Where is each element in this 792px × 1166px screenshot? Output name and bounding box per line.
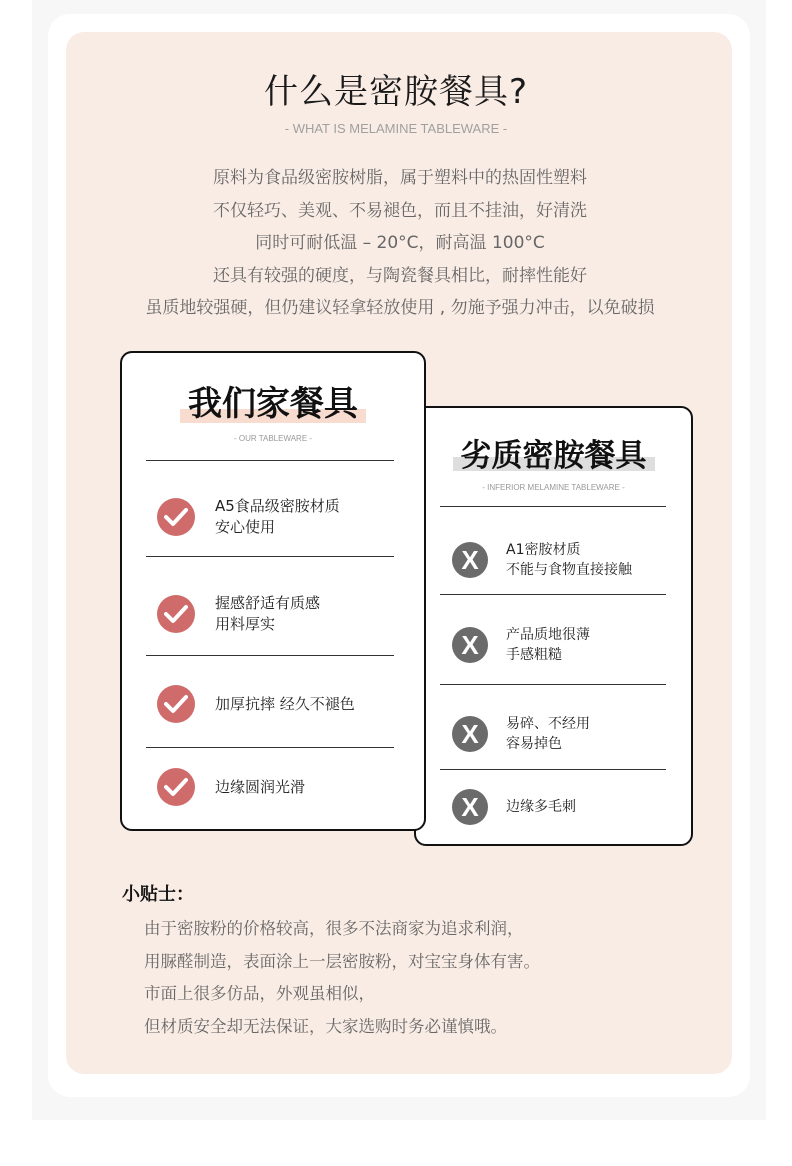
intro-paragraph xyxy=(0,162,792,325)
inferior-tableware-card xyxy=(414,406,693,846)
item-text-line: A1密胺材质 xyxy=(506,542,581,558)
item-text-line: 容易掉色 xyxy=(506,736,562,752)
item-text-line: 不能与食物直接接触 xyxy=(506,562,632,578)
inferior-card-title-text: 劣质密胺餐具 xyxy=(460,438,647,474)
our-tableware-card xyxy=(120,351,426,831)
inferior-item xyxy=(452,540,632,580)
our-card-title-text: 我们家餐具 xyxy=(188,384,358,424)
item-text-line: 易碎、不经用 xyxy=(506,716,590,732)
our-item xyxy=(157,496,340,538)
item-text-line: 握感舒适有质感 xyxy=(215,594,321,612)
page-subtitle: - WHAT IS MELAMINE TABLEWARE - xyxy=(284,121,508,136)
divider xyxy=(440,506,666,507)
intro-line: 不仅轻巧、美观、不易褪色，而且不挂油，好清洗 xyxy=(213,200,587,221)
check-icon xyxy=(157,685,195,723)
item-text-line: 边缘圆润光滑 xyxy=(215,777,306,796)
divider xyxy=(440,594,666,595)
divider xyxy=(146,460,394,461)
divider xyxy=(440,684,666,685)
x-icon: X xyxy=(452,789,488,825)
tips-line: 由于密胺粉的价格较高，很多不法商家为追求利润， xyxy=(144,919,524,938)
item-text-line: 加厚抗摔 经久不褪色 xyxy=(215,694,355,713)
item-text-line: 用料厚实 xyxy=(215,615,276,633)
our-card-title xyxy=(180,376,366,425)
page-title: 什么是密胺餐具? xyxy=(263,72,529,112)
x-icon: X xyxy=(452,627,488,663)
divider xyxy=(440,769,666,770)
our-item xyxy=(157,593,320,635)
item-text-line: A5食品级密胺材质 xyxy=(215,497,340,515)
inferior-item xyxy=(452,789,576,825)
item-text-line: 手感粗糙 xyxy=(506,647,562,663)
item-text-line: 边缘多毛刺 xyxy=(506,799,576,815)
our-card-subtitle: - OUR TABLEWARE - xyxy=(233,434,313,443)
item-text-line: 安心使用 xyxy=(215,518,276,536)
intro-line: 原料为食品级密胺树脂，属于塑料中的热固性塑料 xyxy=(213,168,587,188)
divider xyxy=(146,747,394,748)
divider xyxy=(146,655,394,656)
x-icon: X xyxy=(452,716,488,752)
divider xyxy=(146,556,394,557)
x-icon: X xyxy=(452,542,488,578)
intro-line: 还具有较强的硬度，与陶瓷餐具相比，耐摔性能好 xyxy=(213,265,587,286)
intro-line: 同时可耐低温 – 20°C，耐高温 100°C xyxy=(255,233,545,253)
tips-label: 小贴士： xyxy=(122,884,194,905)
tips-line: 用脲醛制造，表面涂上一层密胺粉，对宝宝身体有害。 xyxy=(144,951,540,971)
our-item xyxy=(157,685,355,723)
inferior-item xyxy=(452,714,590,754)
check-icon xyxy=(157,595,195,633)
tips-line: 市面上很多仿品，外观虽相似， xyxy=(144,984,375,1003)
inferior-card-title xyxy=(453,430,655,475)
check-icon xyxy=(157,768,195,806)
inferior-item xyxy=(452,625,590,665)
item-text-line: 产品质地很薄 xyxy=(506,627,590,643)
tips-line: 但材质安全却无法保证，大家选购时务必谨慎哦。 xyxy=(144,1016,507,1036)
tips-paragraph xyxy=(144,913,540,1043)
our-item xyxy=(157,768,305,806)
inferior-card-subtitle: - INFERIOR MELAMINE TABLEWARE - xyxy=(482,483,625,492)
check-icon xyxy=(157,498,195,536)
intro-line: 虽质地较强硬，但仍建议轻拿轻放使用 , 勿施予强力冲击，以免破损 xyxy=(145,298,655,318)
